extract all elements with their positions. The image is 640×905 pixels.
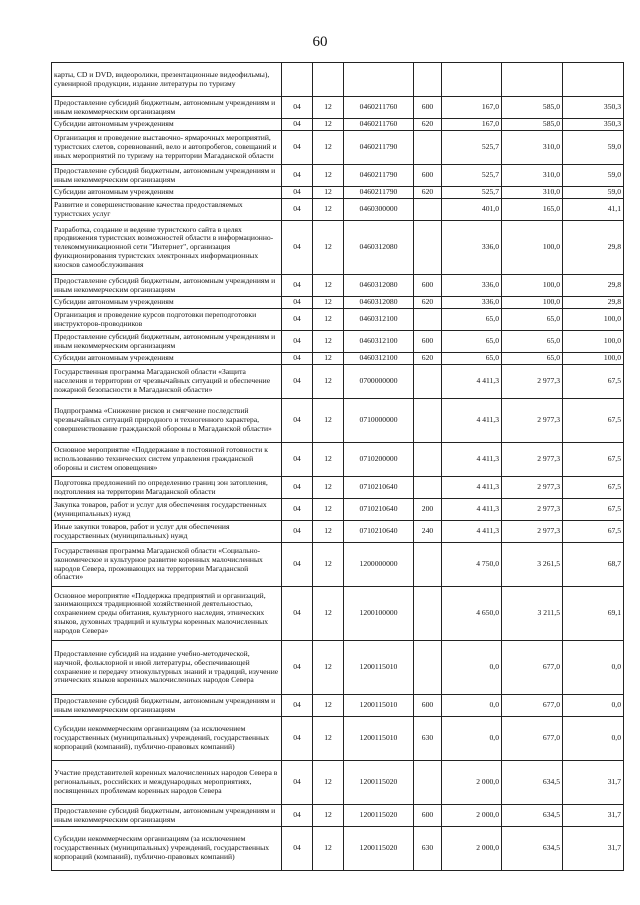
section-code-cell: 04 — [282, 97, 313, 119]
table-row — [52, 353, 624, 365]
expense-type-cell — [414, 587, 442, 641]
table-row — [52, 365, 624, 399]
table-row — [52, 331, 624, 353]
target-article-cell: 0460312080 — [344, 297, 414, 309]
executed-amount-cell: 3 261,5 — [502, 543, 563, 587]
plan-amount-cell: 336,0 — [442, 221, 502, 275]
plan-amount-cell: 525,7 — [442, 187, 502, 199]
plan-amount-cell: 525,7 — [442, 131, 502, 165]
percent-cell: 59,0 — [563, 165, 624, 187]
target-article-cell: 0710210640 — [344, 499, 414, 521]
target-article-cell: 1200000000 — [344, 543, 414, 587]
executed-amount-cell: 310,0 — [502, 131, 563, 165]
target-article-cell: 0460300000 — [344, 199, 414, 221]
row-name-cell: Государственная программа Магаданской области «Социально-экономическое и культурное развитие коренных малочисленных народов Севера, проживающих на территории Магаданской области» — [52, 543, 282, 587]
section-code-cell: 04 — [282, 695, 313, 717]
target-article-cell: 0460211790 — [344, 131, 414, 165]
row-name-cell: Организация и проведение выставочно- ярмарочных мероприятий, туристских слетов, соревнований, вело и автопробегов, совещаний и иных мероприятий по туризму на территории Магаданской области — [52, 131, 282, 165]
subsection-code-cell: 12 — [313, 297, 344, 309]
percent-cell: 31,7 — [563, 805, 624, 827]
target-article-cell: 1200115010 — [344, 695, 414, 717]
percent-cell: 0,0 — [563, 641, 624, 695]
table-row — [52, 297, 624, 309]
target-article-cell: 0460312100 — [344, 331, 414, 353]
expense-type-cell — [414, 221, 442, 275]
executed-amount-cell: 585,0 — [502, 97, 563, 119]
subsection-code-cell — [313, 63, 344, 97]
expense-type-cell: 200 — [414, 499, 442, 521]
target-article-cell: 0710210640 — [344, 477, 414, 499]
percent-cell: 350,3 — [563, 97, 624, 119]
target-article-cell: 0460312080 — [344, 221, 414, 275]
plan-amount-cell: 2 000,0 — [442, 761, 502, 805]
executed-amount-cell: 2 977,3 — [502, 365, 563, 399]
budget-table — [51, 62, 624, 871]
section-code-cell: 04 — [282, 165, 313, 187]
subsection-code-cell: 12 — [313, 331, 344, 353]
subsection-code-cell: 12 — [313, 365, 344, 399]
subsection-code-cell: 12 — [313, 521, 344, 543]
subsection-code-cell: 12 — [313, 199, 344, 221]
section-code-cell: 04 — [282, 119, 313, 131]
plan-amount-cell — [442, 63, 502, 97]
plan-amount-cell: 2 000,0 — [442, 805, 502, 827]
expense-type-cell: 600 — [414, 97, 442, 119]
row-name-cell: Закупка товаров, работ и услуг для обеспечения государственных (муниципальных) нужд — [52, 499, 282, 521]
target-article-cell — [344, 63, 414, 97]
plan-amount-cell: 0,0 — [442, 717, 502, 761]
executed-amount-cell: 634,5 — [502, 827, 563, 871]
row-name-cell: Субсидии автономным учреждениям — [52, 353, 282, 365]
expense-type-cell: 600 — [414, 695, 442, 717]
table-row — [52, 805, 624, 827]
percent-cell: 29,8 — [563, 221, 624, 275]
target-article-cell: 1200100000 — [344, 587, 414, 641]
percent-cell: 100,0 — [563, 309, 624, 331]
table-row — [52, 499, 624, 521]
expense-type-cell: 630 — [414, 827, 442, 871]
section-code-cell: 04 — [282, 587, 313, 641]
table-row — [52, 443, 624, 477]
executed-amount-cell: 310,0 — [502, 187, 563, 199]
row-name-cell: Субсидии автономным учреждениям — [52, 297, 282, 309]
table-row — [52, 309, 624, 331]
subsection-code-cell: 12 — [313, 309, 344, 331]
plan-amount-cell: 0,0 — [442, 641, 502, 695]
percent-cell: 67,5 — [563, 521, 624, 543]
page-number: 60 — [312, 34, 328, 50]
percent-cell: 67,5 — [563, 399, 624, 443]
section-code-cell — [282, 63, 313, 97]
target-article-cell: 0460211790 — [344, 187, 414, 199]
plan-amount-cell: 401,0 — [442, 199, 502, 221]
expense-type-cell — [414, 443, 442, 477]
target-article-cell: 1200115020 — [344, 827, 414, 871]
plan-amount-cell: 0,0 — [442, 695, 502, 717]
plan-amount-cell: 167,0 — [442, 97, 502, 119]
section-code-cell: 04 — [282, 717, 313, 761]
row-name-cell: Иные закупки товаров, работ и услуг для обеспечения государственных (муниципальных) нужд — [52, 521, 282, 543]
plan-amount-cell: 525,7 — [442, 165, 502, 187]
percent-cell: 31,7 — [563, 761, 624, 805]
executed-amount-cell: 165,0 — [502, 199, 563, 221]
table-row — [52, 827, 624, 871]
table-row — [52, 221, 624, 275]
subsection-code-cell: 12 — [313, 221, 344, 275]
target-article-cell: 0460312100 — [344, 309, 414, 331]
percent-cell: 29,8 — [563, 297, 624, 309]
section-code-cell: 04 — [282, 477, 313, 499]
percent-cell: 31,7 — [563, 827, 624, 871]
table-row — [52, 199, 624, 221]
target-article-cell: 0460312100 — [344, 353, 414, 365]
row-name-cell: Организация и проведение курсов подготовки переподготовки инструкторов-проводников — [52, 309, 282, 331]
row-name-cell: Субсидии автономным учреждениям — [52, 119, 282, 131]
expense-type-cell: 620 — [414, 187, 442, 199]
table-row — [52, 119, 624, 131]
subsection-code-cell: 12 — [313, 695, 344, 717]
target-article-cell: 1200115010 — [344, 717, 414, 761]
executed-amount-cell: 634,5 — [502, 805, 563, 827]
section-code-cell: 04 — [282, 499, 313, 521]
percent-cell — [563, 63, 624, 97]
plan-amount-cell: 4 411,3 — [442, 477, 502, 499]
expense-type-cell: 600 — [414, 275, 442, 297]
section-code-cell: 04 — [282, 641, 313, 695]
executed-amount-cell: 585,0 — [502, 119, 563, 131]
expense-type-cell — [414, 543, 442, 587]
expense-type-cell: 620 — [414, 353, 442, 365]
plan-amount-cell: 4 411,3 — [442, 521, 502, 543]
percent-cell: 0,0 — [563, 695, 624, 717]
executed-amount-cell: 65,0 — [502, 331, 563, 353]
section-code-cell: 04 — [282, 543, 313, 587]
expense-type-cell: 600 — [414, 805, 442, 827]
subsection-code-cell: 12 — [313, 641, 344, 695]
executed-amount-cell: 310,0 — [502, 165, 563, 187]
executed-amount-cell: 2 977,3 — [502, 499, 563, 521]
section-code-cell: 04 — [282, 399, 313, 443]
percent-cell: 350,3 — [563, 119, 624, 131]
subsection-code-cell: 12 — [313, 275, 344, 297]
section-code-cell: 04 — [282, 365, 313, 399]
table-row — [52, 521, 624, 543]
executed-amount-cell: 2 977,3 — [502, 477, 563, 499]
target-article-cell: 0710210640 — [344, 521, 414, 543]
subsection-code-cell: 12 — [313, 587, 344, 641]
section-code-cell: 04 — [282, 521, 313, 543]
executed-amount-cell: 2 977,3 — [502, 521, 563, 543]
plan-amount-cell: 4 411,3 — [442, 399, 502, 443]
section-code-cell: 04 — [282, 221, 313, 275]
plan-amount-cell: 4 411,3 — [442, 365, 502, 399]
percent-cell: 59,0 — [563, 187, 624, 199]
table-row — [52, 275, 624, 297]
section-code-cell: 04 — [282, 805, 313, 827]
row-name-cell: Предоставление субсидий бюджетным, автономным учреждениям и иным некоммерческим организациям — [52, 275, 282, 297]
table-row — [52, 131, 624, 165]
percent-cell: 100,0 — [563, 331, 624, 353]
row-name-cell: Предоставление субсидий бюджетным, автономным учреждениям и иным некоммерческим организациям — [52, 165, 282, 187]
plan-amount-cell: 2 000,0 — [442, 827, 502, 871]
table-row — [52, 187, 624, 199]
table-row — [52, 695, 624, 717]
expense-type-cell — [414, 399, 442, 443]
percent-cell: 67,5 — [563, 365, 624, 399]
table-row — [52, 543, 624, 587]
executed-amount-cell: 3 211,5 — [502, 587, 563, 641]
plan-amount-cell: 336,0 — [442, 297, 502, 309]
section-code-cell: 04 — [282, 353, 313, 365]
row-name-cell: Участие представителей коренных малочисленных народов Севера в региональных, российских и международных мероприятиях, посвященных проблемам коренных народов Севера — [52, 761, 282, 805]
percent-cell: 0,0 — [563, 717, 624, 761]
plan-amount-cell: 4 411,3 — [442, 499, 502, 521]
table-row — [52, 761, 624, 805]
executed-amount-cell: 65,0 — [502, 353, 563, 365]
row-name-cell: Предоставление субсидий бюджетным, автономным учреждениям и иным некоммерческим организациям — [52, 695, 282, 717]
target-article-cell: 0460211790 — [344, 165, 414, 187]
table-row — [52, 717, 624, 761]
executed-amount-cell — [502, 63, 563, 97]
table-row — [52, 399, 624, 443]
expense-type-cell — [414, 641, 442, 695]
percent-cell: 41,1 — [563, 199, 624, 221]
row-name-cell: Подготовка предложений по определению границ зон затопления, подтопления на территории Магаданской области — [52, 477, 282, 499]
subsection-code-cell: 12 — [313, 805, 344, 827]
table-row — [52, 165, 624, 187]
row-name-cell: Развитие и совершенствование качества предоставляемых туристских услуг — [52, 199, 282, 221]
percent-cell: 68,7 — [563, 543, 624, 587]
subsection-code-cell: 12 — [313, 165, 344, 187]
executed-amount-cell: 2 977,3 — [502, 399, 563, 443]
executed-amount-cell: 65,0 — [502, 309, 563, 331]
section-code-cell: 04 — [282, 309, 313, 331]
plan-amount-cell: 65,0 — [442, 309, 502, 331]
row-name-cell: карты, CD и DVD, видеоролики, презентационные видеофильмы), сувенирной продукции, издание литературы по туризму — [52, 63, 282, 97]
expense-type-cell: 600 — [414, 165, 442, 187]
percent-cell: 59,0 — [563, 131, 624, 165]
row-name-cell: Государственная программа Магаданской области «Защита населения и территории от чрезвычайных ситуаций и обеспечение пожарной безопасности в Магаданской области» — [52, 365, 282, 399]
executed-amount-cell: 677,0 — [502, 717, 563, 761]
expense-type-cell — [414, 761, 442, 805]
expense-type-cell: 630 — [414, 717, 442, 761]
row-name-cell: Субсидии некоммерческим организациям (за исключением государственных (муниципальных) учреждений, государственных корпораций (компаний), публично-правовых компаний) — [52, 827, 282, 871]
target-article-cell: 1200115020 — [344, 761, 414, 805]
expense-type-cell: 240 — [414, 521, 442, 543]
subsection-code-cell: 12 — [313, 399, 344, 443]
row-name-cell: Предоставление субсидий бюджетным, автономным учреждениям и иным некоммерческим организациям — [52, 97, 282, 119]
percent-cell: 67,5 — [563, 443, 624, 477]
plan-amount-cell: 65,0 — [442, 331, 502, 353]
target-article-cell: 0460312080 — [344, 275, 414, 297]
section-code-cell: 04 — [282, 761, 313, 805]
row-name-cell: Основное мероприятие «Поддержание в постоянной готовности к использованию технических систем управления гражданской обороны и систем оповещения» — [52, 443, 282, 477]
plan-amount-cell: 4 650,0 — [442, 587, 502, 641]
expense-type-cell — [414, 309, 442, 331]
row-name-cell: Субсидии автономным учреждениям — [52, 187, 282, 199]
subsection-code-cell: 12 — [313, 477, 344, 499]
expense-type-cell — [414, 199, 442, 221]
row-name-cell: Субсидии некоммерческим организациям (за исключением государственных (муниципальных) учреждений, государственных корпораций (компаний), публично-правовых компаний) — [52, 717, 282, 761]
expense-type-cell — [414, 63, 442, 97]
subsection-code-cell: 12 — [313, 761, 344, 805]
executed-amount-cell: 2 977,3 — [502, 443, 563, 477]
percent-cell: 69,1 — [563, 587, 624, 641]
subsection-code-cell: 12 — [313, 443, 344, 477]
expense-type-cell: 600 — [414, 331, 442, 353]
row-name-cell: Подпрограмма «Снижение рисков и смягчение последствий чрезвычайных ситуаций природного и техногенного характера, совершенствование гражданской обороны в Магаданской области» — [52, 399, 282, 443]
executed-amount-cell: 677,0 — [502, 641, 563, 695]
subsection-code-cell: 12 — [313, 187, 344, 199]
subsection-code-cell: 12 — [313, 717, 344, 761]
subsection-code-cell: 12 — [313, 97, 344, 119]
table-row — [52, 97, 624, 119]
plan-amount-cell: 4 750,0 — [442, 543, 502, 587]
target-article-cell: 0710200000 — [344, 443, 414, 477]
target-article-cell: 0710000000 — [344, 399, 414, 443]
section-code-cell: 04 — [282, 131, 313, 165]
row-name-cell: Разработка, создание и ведение туристского сайта в целях продвижения туристских возможностей области в информационно-телекоммуникационной сети "Интернет", организация функционирования туристских электронных информационных киосков самообслуживания — [52, 221, 282, 275]
percent-cell: 100,0 — [563, 353, 624, 365]
table-row — [52, 587, 624, 641]
percent-cell: 67,5 — [563, 477, 624, 499]
subsection-code-cell: 12 — [313, 119, 344, 131]
expense-type-cell: 620 — [414, 297, 442, 309]
plan-amount-cell: 167,0 — [442, 119, 502, 131]
expense-type-cell — [414, 131, 442, 165]
expense-type-cell — [414, 365, 442, 399]
row-name-cell: Предоставление субсидий бюджетным, автономным учреждениям и иным некоммерческим организациям — [52, 805, 282, 827]
executed-amount-cell: 100,0 — [502, 297, 563, 309]
percent-cell: 29,8 — [563, 275, 624, 297]
section-code-cell: 04 — [282, 331, 313, 353]
row-name-cell: Предоставление субсидий бюджетным, автономным учреждениям и иным некоммерческим организациям — [52, 331, 282, 353]
subsection-code-cell: 12 — [313, 543, 344, 587]
target-article-cell: 0700000000 — [344, 365, 414, 399]
table-row — [52, 63, 624, 97]
table-row — [52, 641, 624, 695]
subsection-code-cell: 12 — [313, 353, 344, 365]
plan-amount-cell: 4 411,3 — [442, 443, 502, 477]
section-code-cell: 04 — [282, 187, 313, 199]
percent-cell: 67,5 — [563, 499, 624, 521]
executed-amount-cell: 634,5 — [502, 761, 563, 805]
plan-amount-cell: 65,0 — [442, 353, 502, 365]
row-name-cell: Основное мероприятие «Поддержка предприятий и организаций, занимающихся традиционной хозяйственной деятельностью, сохранением среды обитания, культурного наследия, этнических языков, духовных традиций и культуры коренных малочисленных народов Севера» — [52, 587, 282, 641]
target-article-cell: 0460211760 — [344, 97, 414, 119]
target-article-cell: 0460211760 — [344, 119, 414, 131]
section-code-cell: 04 — [282, 297, 313, 309]
executed-amount-cell: 677,0 — [502, 695, 563, 717]
executed-amount-cell: 100,0 — [502, 275, 563, 297]
budget-table-body — [52, 63, 624, 871]
section-code-cell: 04 — [282, 199, 313, 221]
subsection-code-cell: 12 — [313, 131, 344, 165]
section-code-cell: 04 — [282, 275, 313, 297]
expense-type-cell: 620 — [414, 119, 442, 131]
table-row — [52, 477, 624, 499]
section-code-cell: 04 — [282, 443, 313, 477]
plan-amount-cell: 336,0 — [442, 275, 502, 297]
target-article-cell: 1200115010 — [344, 641, 414, 695]
executed-amount-cell: 100,0 — [502, 221, 563, 275]
row-name-cell: Предоставление субсидий на издание учебно-методической, научной, фольклорной и иной литературы, обеспечивающей сохранение и передачу этнокультурных знаний и традиций, изучение этнических языков коренных малочисленных народов Севера — [52, 641, 282, 695]
subsection-code-cell: 12 — [313, 827, 344, 871]
subsection-code-cell: 12 — [313, 499, 344, 521]
target-article-cell: 1200115020 — [344, 805, 414, 827]
expense-type-cell — [414, 477, 442, 499]
section-code-cell: 04 — [282, 827, 313, 871]
